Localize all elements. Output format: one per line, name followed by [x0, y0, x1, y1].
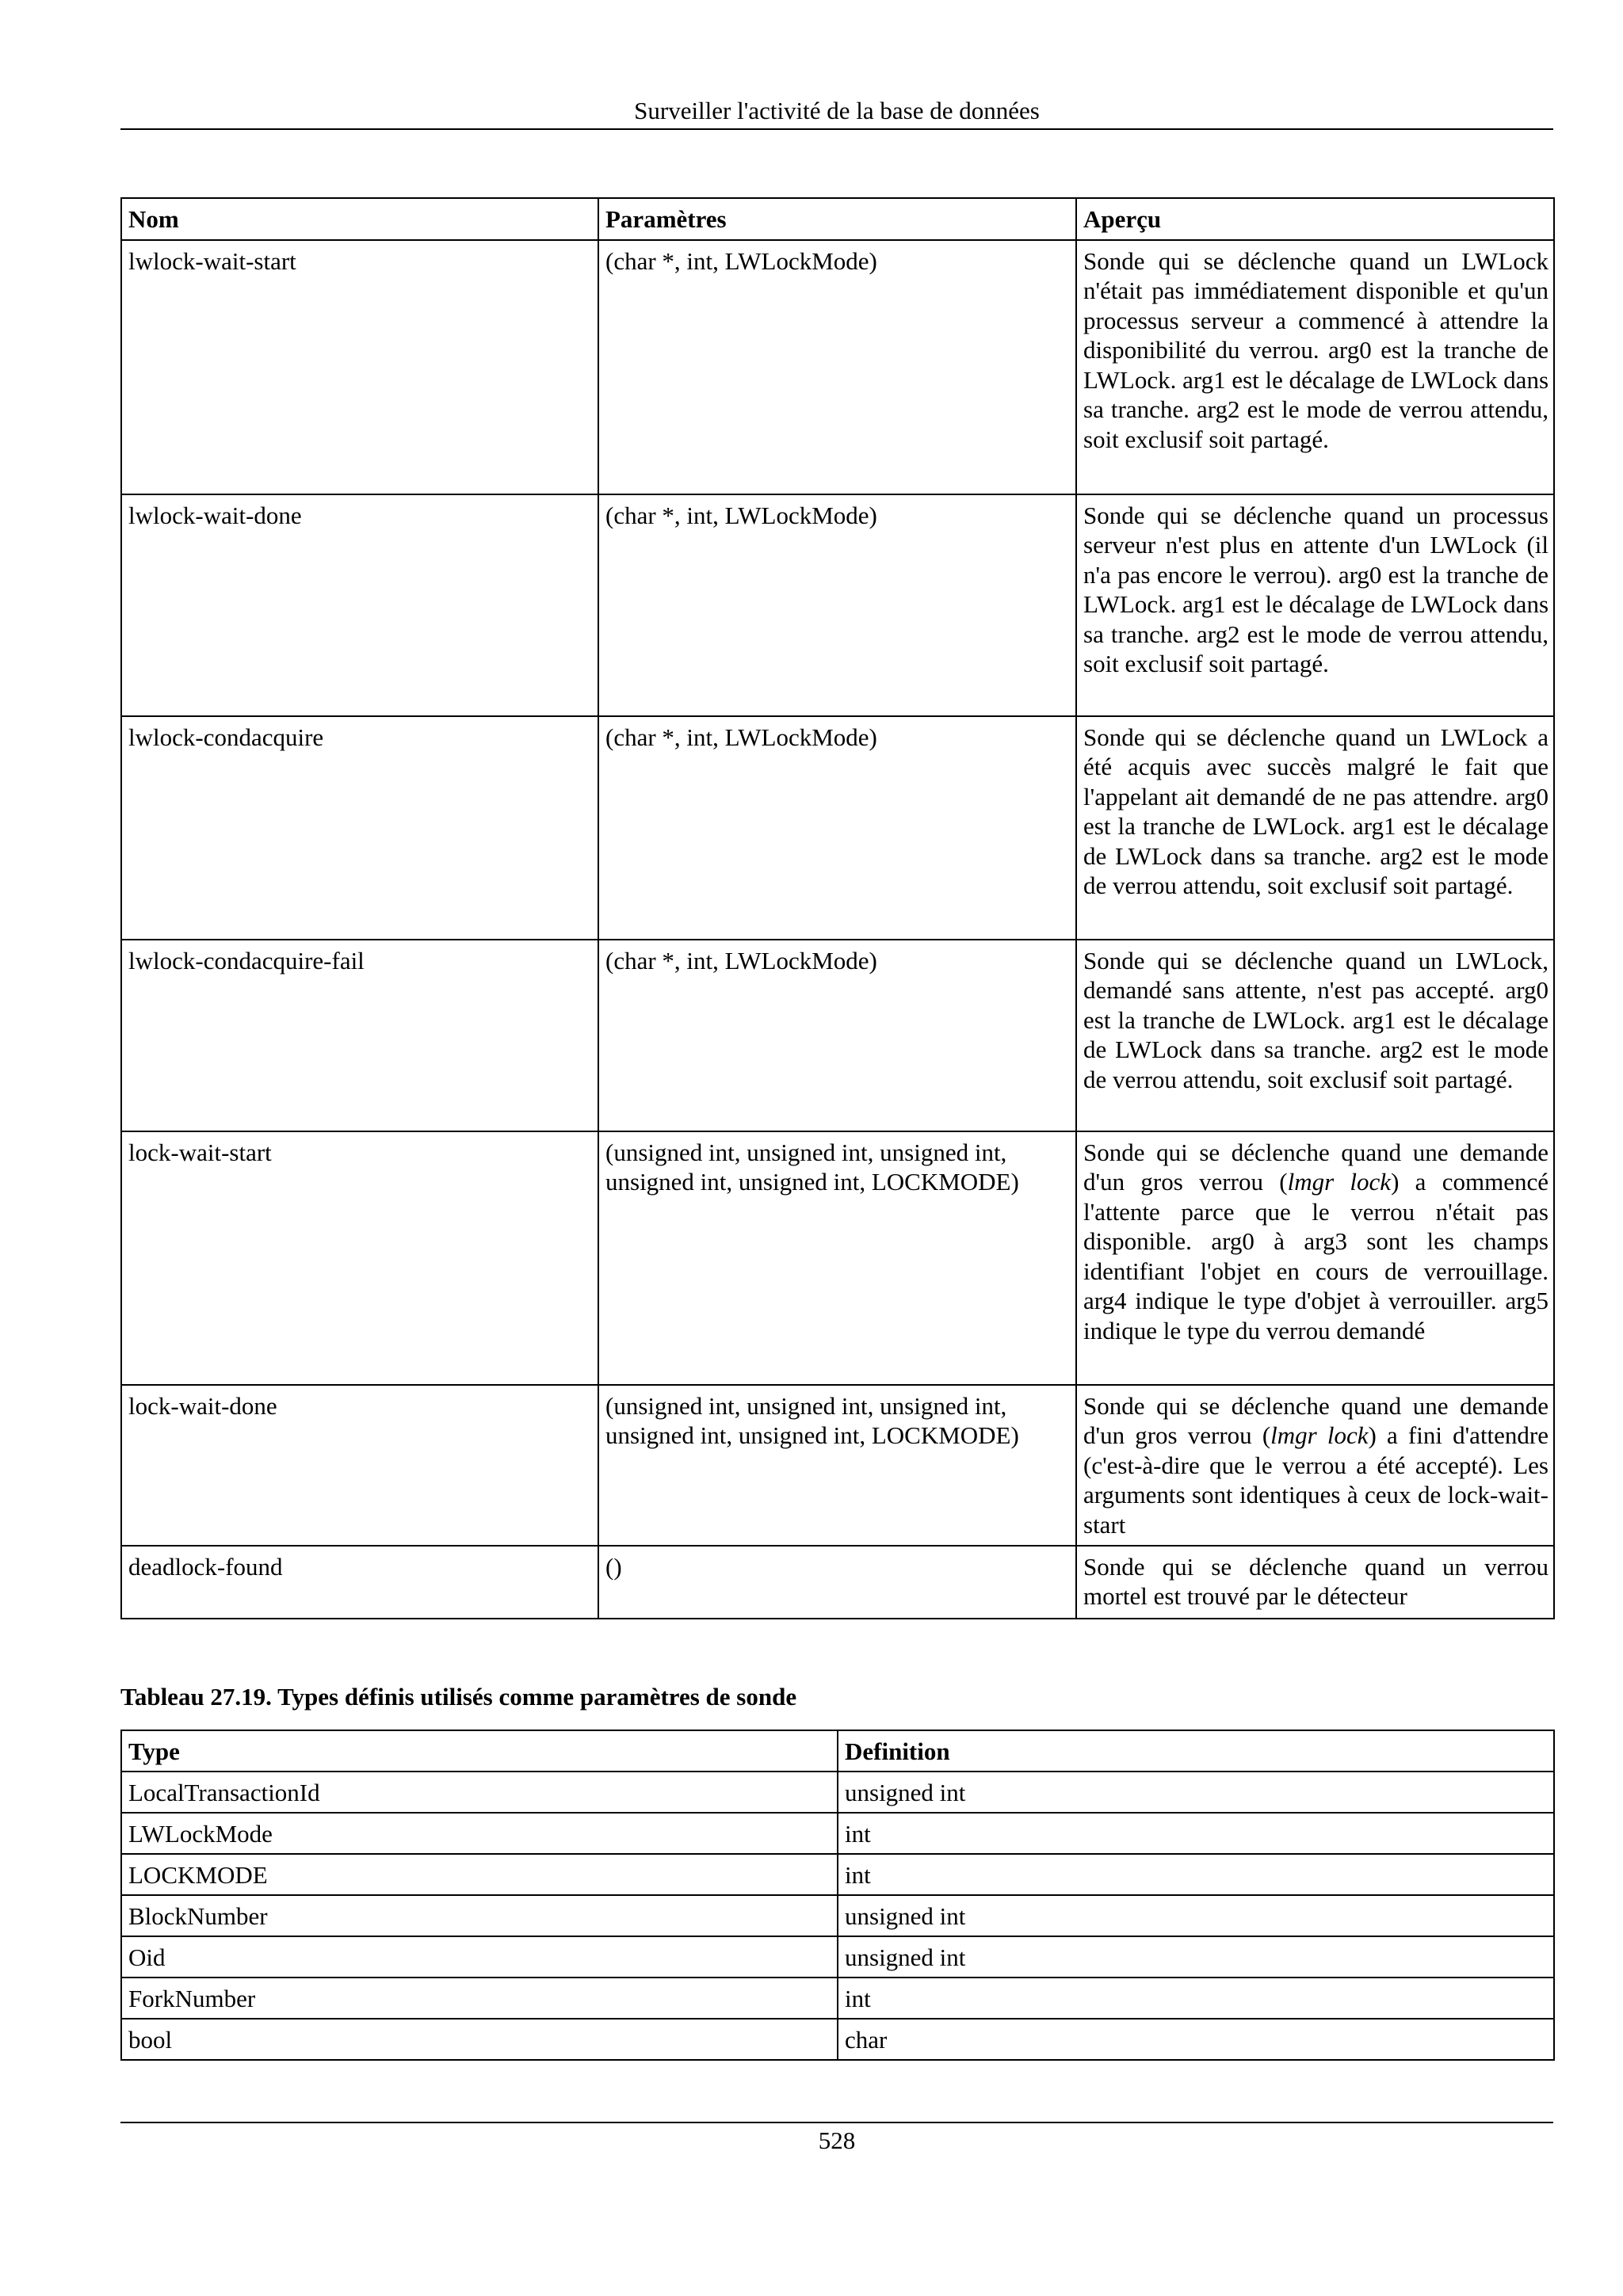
types-table: [120, 1730, 1555, 2061]
column-header-type: Type: [121, 1730, 838, 1772]
table-row: [121, 1772, 1554, 1813]
page-header: Surveiller l'activité de la base de données: [634, 97, 1040, 124]
table-row: [121, 1978, 1554, 2019]
probe-description: [1076, 1385, 1554, 1546]
type-definition: unsigned int: [838, 1895, 1554, 1936]
table-row: [121, 940, 1554, 1131]
probe-params: (char *, int, LWLockMode): [598, 940, 1076, 1131]
table-row: [121, 716, 1554, 940]
type-name: LocalTransactionId: [121, 1772, 838, 1813]
probe-params: (): [598, 1546, 1076, 1619]
probe-description: [1076, 1131, 1554, 1385]
probe-name: lwlock-condacquire-fail: [121, 940, 598, 1131]
table-row: [121, 1895, 1554, 1936]
probe-description: Sonde qui se déclenche quand un processus serveur n'est plus en attente d'un LWLock (il n'a pas encore le verrou). arg0 est la tranche de LWLock. arg1 est le décalage de LWLock dans sa tranche. arg2 est le mode de verrou attendu, soit exclusif soit partagé.: [1076, 494, 1554, 716]
probe-name: lock-wait-start: [121, 1131, 598, 1385]
probe-description: Sonde qui se déclenche quand un verrou mortel est trouvé par le détecteur: [1076, 1546, 1554, 1619]
probes-table: [120, 197, 1555, 1619]
table-row: [121, 1936, 1554, 1978]
column-header-definition: Definition: [838, 1730, 1554, 1772]
probe-name: lwlock-condacquire: [121, 716, 598, 940]
table-row: [121, 2019, 1554, 2060]
type-name: BlockNumber: [121, 1895, 838, 1936]
probe-params: (char *, int, LWLockMode): [598, 716, 1076, 940]
table-row: [121, 1546, 1554, 1619]
type-name: LWLockMode: [121, 1813, 838, 1854]
table-row: [121, 240, 1554, 494]
table-row: [121, 1131, 1554, 1385]
probe-name: lock-wait-done: [121, 1385, 598, 1546]
probe-description: Sonde qui se déclenche quand un LWLock, demandé sans attente, n'est pas accepté. arg0 est la tranche de LWLock. arg1 est le décalage de LWLock dans sa tranche. arg2 est le mode de verrou attendu, soit exclusif soit partagé.: [1076, 940, 1554, 1131]
type-definition: int: [838, 1813, 1554, 1854]
probe-params: (char *, int, LWLockMode): [598, 494, 1076, 716]
probe-name: deadlock-found: [121, 1546, 598, 1619]
desc-emphasis: lmgr lock: [1270, 1421, 1369, 1449]
probe-params: (unsigned int, unsigned int, unsigned int, unsigned int, unsigned int, LOCKMODE): [598, 1385, 1076, 1546]
table-row: [121, 1813, 1554, 1854]
desc-text: ) a commencé l'attente parce que le verrou n'était pas disponible. arg0 à arg3 sont les champs identifiant l'objet en cours de verrouillage. arg4 indique le type d'objet à verrouiller. arg5 indique le type du verrou demandé: [1083, 1168, 1549, 1344]
column-header-params: Paramètres: [598, 198, 1076, 240]
probe-name: lwlock-wait-done: [121, 494, 598, 716]
table-row: [121, 1854, 1554, 1895]
table-row: [121, 1385, 1554, 1546]
type-definition: unsigned int: [838, 1772, 1554, 1813]
type-definition: char: [838, 2019, 1554, 2060]
desc-emphasis: lmgr lock: [1287, 1168, 1392, 1196]
type-name: LOCKMODE: [121, 1854, 838, 1895]
table-header-row: [121, 198, 1554, 240]
type-definition: int: [838, 1854, 1554, 1895]
table-row: [121, 494, 1554, 716]
column-header-desc: Aperçu: [1076, 198, 1554, 240]
probe-description: Sonde qui se déclenche quand un LWLock a été acquis avec succès malgré le fait que l'appelant ait demandé de ne pas attendre. arg0 est la tranche de LWLock. arg1 est le décalage de LWLock dans sa tranche. arg2 est le mode de verrou attendu, soit exclusif soit partagé.: [1076, 716, 1554, 940]
desc-text: Sonde qui se déclenche quand une demande d'un gros verrou (: [1083, 1138, 1549, 1196]
type-name: ForkNumber: [121, 1978, 838, 2019]
desc-text: ) a fini d'attendre (c'est-à-dire que le verrou a été accepté). Les arguments sont identiques à ceux de lock-wait-start: [1083, 1421, 1549, 1539]
page-number: 528: [818, 2126, 856, 2154]
type-definition: unsigned int: [838, 1936, 1554, 1978]
desc-text: Sonde qui se déclenche quand une demande d'un gros verrou (: [1083, 1391, 1549, 1449]
table-header-row: [121, 1730, 1554, 1772]
header-rule: [120, 128, 1553, 130]
probe-name: lwlock-wait-start: [121, 240, 598, 494]
type-name: bool: [121, 2019, 838, 2060]
column-header-name: Nom: [121, 198, 598, 240]
probe-description: Sonde qui se déclenche quand un LWLock n'était pas immédiatement disponible et qu'un processus serveur a commencé à attendre la disponibilité du verrou. arg0 est la tranche de LWLock. arg1 est le décalage de LWLock dans sa tranche. arg2 est le mode de verrou attendu, soit exclusif soit partagé.: [1076, 240, 1554, 494]
type-name: Oid: [121, 1936, 838, 1978]
type-definition: int: [838, 1978, 1554, 2019]
table-caption: Tableau 27.19. Types définis utilisés comme paramètres de sonde: [120, 1683, 797, 1711]
probe-params: (char *, int, LWLockMode): [598, 240, 1076, 494]
probe-params: (unsigned int, unsigned int, unsigned int, unsigned int, unsigned int, LOCKMODE): [598, 1131, 1076, 1385]
